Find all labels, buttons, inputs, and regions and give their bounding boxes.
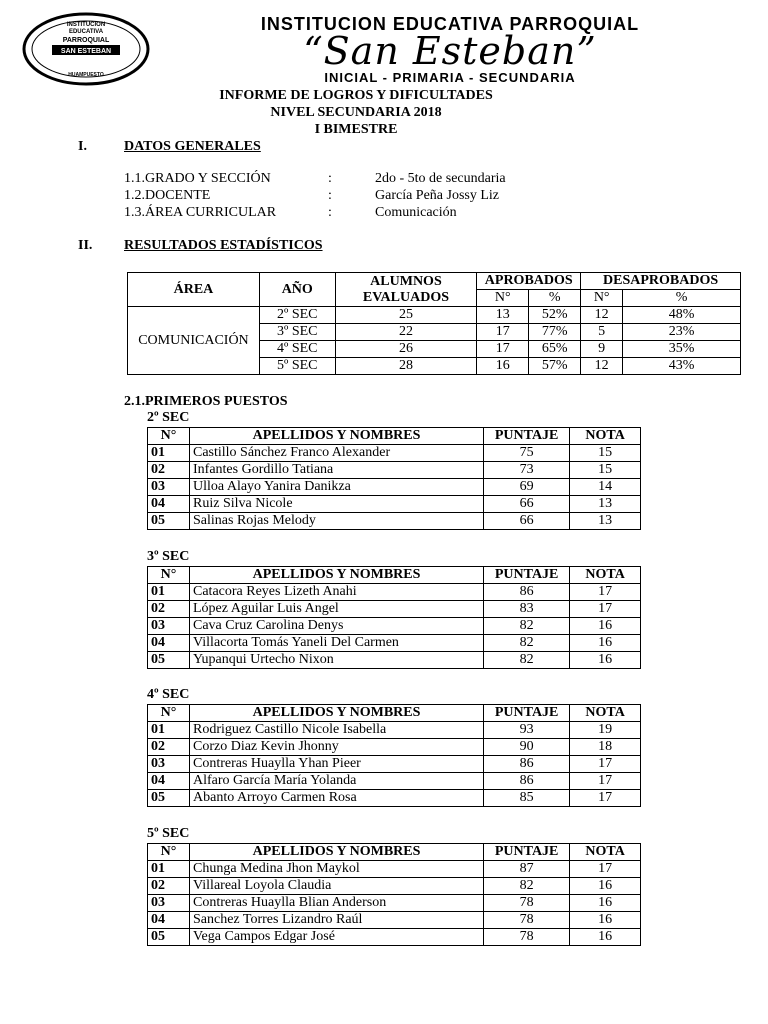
header-approved: APROBADOS — [477, 273, 581, 290]
table-row — [148, 479, 641, 496]
score-cell: 86 — [484, 773, 570, 790]
rankings-title: 2.1.PRIMEROS PUESTOS — [124, 394, 288, 409]
score-cell: 87 — [484, 861, 570, 878]
general-label-teacher: 1.2.DOCENTE — [124, 188, 211, 203]
approved-pct-cell: 52% — [529, 307, 581, 324]
logo-text-4: SAN ESTEBAN — [60, 48, 112, 55]
header-number: N° — [148, 705, 190, 722]
student-name-cell: Contreras Huaylla Yhan Pieer — [190, 756, 484, 773]
score-cell: 86 — [484, 756, 570, 773]
student-name-cell: Alfaro García María Yolanda — [190, 773, 484, 790]
rank-number-cell: 02 — [148, 462, 190, 479]
failed-n-cell: 9 — [581, 341, 623, 358]
grade-cell: 16 — [570, 635, 641, 652]
grade-cell: 17 — [570, 790, 641, 807]
header-evaluated-line2: EVALUADOS — [362, 289, 449, 305]
score-cell: 82 — [484, 618, 570, 635]
ranking-table — [147, 843, 641, 946]
student-name-cell: López Aguilar Luis Angel — [190, 601, 484, 618]
failed-n-cell: 12 — [581, 307, 623, 324]
student-name-cell: Contreras Huaylla Blian Anderson — [190, 895, 484, 912]
logo-text-1: INSTITUCION — [66, 22, 106, 28]
rank-number-cell: 03 — [148, 756, 190, 773]
failed-pct-cell: 23% — [623, 324, 741, 341]
rank-number-cell: 03 — [148, 895, 190, 912]
student-name-cell: Abanto Arroyo Carmen Rosa — [190, 790, 484, 807]
student-name-cell: Vega Campos Edgar José — [190, 929, 484, 946]
grade-cell: 18 — [570, 739, 641, 756]
header-name: APELLIDOS Y NOMBRES — [190, 567, 484, 584]
year-cell: 5º SEC — [259, 358, 335, 375]
table-row — [148, 601, 641, 618]
header-name: APELLIDOS Y NOMBRES — [190, 428, 484, 445]
rank-number-cell: 02 — [148, 601, 190, 618]
failed-n-cell: 5 — [581, 324, 623, 341]
rank-number-cell: 02 — [148, 739, 190, 756]
table-row — [148, 445, 641, 462]
ranking-group-label: 5º SEC — [147, 826, 190, 841]
grade-cell: 16 — [570, 878, 641, 895]
rank-number-cell: 01 — [148, 445, 190, 462]
rank-number-cell: 02 — [148, 878, 190, 895]
failed-pct-cell: 43% — [623, 358, 741, 375]
table-row — [148, 652, 641, 669]
general-sep: : — [328, 188, 332, 203]
section1-title: DATOS GENERALES — [124, 139, 261, 154]
score-cell: 82 — [484, 635, 570, 652]
grade-cell: 19 — [570, 722, 641, 739]
score-cell: 85 — [484, 790, 570, 807]
approved-n-cell: 17 — [477, 324, 529, 341]
header-grade: NOTA — [570, 844, 641, 861]
grade-cell: 15 — [570, 445, 641, 462]
logo-text-5: HUAMPUESTO — [68, 72, 104, 78]
section2-number: II. — [78, 238, 93, 253]
ranking-header-row — [148, 705, 641, 722]
rank-number-cell: 05 — [148, 790, 190, 807]
stats-row — [128, 307, 741, 324]
area-cell: COMUNICACIÓN — [128, 307, 260, 375]
header-score: PUNTAJE — [484, 567, 570, 584]
table-row — [148, 513, 641, 530]
school-levels: INICIAL - PRIMARIA - SECUNDARIA — [324, 70, 576, 85]
table-row — [148, 929, 641, 946]
header-score: PUNTAJE — [484, 705, 570, 722]
ranking-table — [147, 704, 641, 807]
logo-text-3: PARROQUIAL — [62, 37, 110, 44]
ranking-group-label: 4º SEC — [147, 687, 190, 702]
approved-n-cell: 17 — [477, 341, 529, 358]
ranking-header-row — [148, 844, 641, 861]
grade-cell: 16 — [570, 618, 641, 635]
header-score: PUNTAJE — [484, 428, 570, 445]
report-title: INFORME DE LOGROS Y DIFICULTADES — [219, 88, 493, 103]
student-name-cell: Salinas Rojas Melody — [190, 513, 484, 530]
header-failed-n: N° — [581, 290, 623, 307]
rank-number-cell: 05 — [148, 929, 190, 946]
table-row — [148, 861, 641, 878]
header-name: APELLIDOS Y NOMBRES — [190, 705, 484, 722]
failed-pct-cell: 48% — [623, 307, 741, 324]
score-cell: 66 — [484, 496, 570, 513]
stats-table — [127, 272, 741, 375]
table-row — [148, 722, 641, 739]
student-name-cell: Infantes Gordillo Tatiana — [190, 462, 484, 479]
grade-cell: 17 — [570, 756, 641, 773]
grade-cell: 16 — [570, 912, 641, 929]
student-name-cell: Castillo Sánchez Franco Alexander — [190, 445, 484, 462]
header-score: PUNTAJE — [484, 844, 570, 861]
header-number: N° — [148, 567, 190, 584]
header-grade: NOTA — [570, 567, 641, 584]
header-approved-n: N° — [477, 290, 529, 307]
school-name: “San Esteban” — [303, 29, 597, 73]
score-cell: 86 — [484, 584, 570, 601]
grade-cell: 17 — [570, 773, 641, 790]
table-row — [148, 618, 641, 635]
student-name-cell: Villacorta Tomás Yaneli Del Carmen — [190, 635, 484, 652]
table-row — [148, 878, 641, 895]
score-cell: 82 — [484, 652, 570, 669]
ranking-group-label: 3º SEC — [147, 549, 190, 564]
header-failed-pct: % — [623, 290, 741, 307]
grade-cell: 16 — [570, 652, 641, 669]
header-number: N° — [148, 844, 190, 861]
rank-number-cell: 03 — [148, 479, 190, 496]
table-row — [148, 773, 641, 790]
student-name-cell: Villareal Loyola Claudia — [190, 878, 484, 895]
rank-number-cell: 04 — [148, 773, 190, 790]
student-name-cell: Ruiz Silva Nicole — [190, 496, 484, 513]
score-cell: 66 — [484, 513, 570, 530]
rank-number-cell: 04 — [148, 912, 190, 929]
grade-cell: 17 — [570, 584, 641, 601]
general-value-area: Comunicación — [375, 205, 457, 220]
student-name-cell: Sanchez Torres Lizandro Raúl — [190, 912, 484, 929]
section1-number: I. — [78, 139, 87, 154]
score-cell: 73 — [484, 462, 570, 479]
grade-cell: 17 — [570, 601, 641, 618]
score-cell: 82 — [484, 878, 570, 895]
stats-header-row — [128, 273, 741, 290]
score-cell: 93 — [484, 722, 570, 739]
header-grade: NOTA — [570, 428, 641, 445]
header-evaluated — [335, 273, 477, 307]
table-row — [148, 635, 641, 652]
student-name-cell: Cava Cruz Carolina Denys — [190, 618, 484, 635]
rank-number-cell: 01 — [148, 722, 190, 739]
score-cell: 90 — [484, 739, 570, 756]
report-period: I BIMESTRE — [314, 122, 398, 137]
ranking-header-row — [148, 567, 641, 584]
ranking-header-row — [148, 428, 641, 445]
header-evaluated-line1: ALUMNOS — [370, 273, 442, 289]
year-cell: 2º SEC — [259, 307, 335, 324]
evaluated-cell: 25 — [335, 307, 477, 324]
approved-n-cell: 13 — [477, 307, 529, 324]
table-row — [148, 756, 641, 773]
report-level: NIVEL SECUNDARIA 2018 — [270, 105, 442, 120]
rank-number-cell: 04 — [148, 496, 190, 513]
table-row — [148, 912, 641, 929]
grade-cell: 13 — [570, 513, 641, 530]
school-seal-icon — [22, 12, 150, 86]
logo-text-2: EDUCATIVA — [68, 29, 104, 35]
score-cell: 78 — [484, 895, 570, 912]
rank-number-cell: 04 — [148, 635, 190, 652]
header-failed: DESAPROBADOS — [581, 273, 741, 290]
evaluated-cell: 22 — [335, 324, 477, 341]
school-logo — [22, 12, 150, 86]
header-approved-pct: % — [529, 290, 581, 307]
student-name-cell: Ulloa Alayo Yanira Danikza — [190, 479, 484, 496]
rank-number-cell: 01 — [148, 861, 190, 878]
evaluated-cell: 28 — [335, 358, 477, 375]
general-value-teacher: García Peña Jossy Liz — [375, 188, 500, 203]
student-name-cell: Rodriguez Castillo Nicole Isabella — [190, 722, 484, 739]
table-row — [148, 895, 641, 912]
evaluated-cell: 26 — [335, 341, 477, 358]
year-cell: 4º SEC — [259, 341, 335, 358]
grade-cell: 13 — [570, 496, 641, 513]
rank-number-cell: 03 — [148, 618, 190, 635]
rank-number-cell: 01 — [148, 584, 190, 601]
header-grade: NOTA — [570, 705, 641, 722]
table-row — [148, 584, 641, 601]
grade-cell: 16 — [570, 929, 641, 946]
student-name-cell: Chunga Medina Jhon Maykol — [190, 861, 484, 878]
table-row — [148, 496, 641, 513]
ranking-table — [147, 566, 641, 669]
approved-pct-cell: 77% — [529, 324, 581, 341]
score-cell: 75 — [484, 445, 570, 462]
failed-n-cell: 12 — [581, 358, 623, 375]
grade-cell: 17 — [570, 861, 641, 878]
score-cell: 69 — [484, 479, 570, 496]
score-cell: 83 — [484, 601, 570, 618]
general-value-grade: 2do - 5to de secundaria — [375, 171, 506, 186]
failed-pct-cell: 35% — [623, 341, 741, 358]
score-cell: 78 — [484, 929, 570, 946]
general-label-grade: 1.1.GRADO Y SECCIÓN — [124, 171, 271, 186]
header-number: N° — [148, 428, 190, 445]
year-cell: 3º SEC — [259, 324, 335, 341]
table-row — [148, 462, 641, 479]
student-name-cell: Corzo Diaz Kevin Jhonny — [190, 739, 484, 756]
header-name: APELLIDOS Y NOMBRES — [190, 844, 484, 861]
header-year: AÑO — [259, 273, 335, 307]
general-label-area: 1.3.ÁREA CURRICULAR — [124, 205, 277, 220]
header-area: ÁREA — [128, 273, 260, 307]
grade-cell: 14 — [570, 479, 641, 496]
student-name-cell: Yupanqui Urtecho Nixon — [190, 652, 484, 669]
general-sep: : — [328, 171, 332, 186]
grade-cell: 15 — [570, 462, 641, 479]
grade-cell: 16 — [570, 895, 641, 912]
general-sep: : — [328, 205, 332, 220]
ranking-table — [147, 427, 641, 530]
section2-title: RESULTADOS ESTADÍSTICOS — [124, 238, 323, 253]
table-row — [148, 790, 641, 807]
institution-name: INSTITUCION EDUCATIVA PARROQUIAL — [260, 14, 640, 34]
approved-n-cell: 16 — [477, 358, 529, 375]
approved-pct-cell: 65% — [529, 341, 581, 358]
rank-number-cell: 05 — [148, 513, 190, 530]
ranking-group-label: 2º SEC — [147, 410, 190, 425]
student-name-cell: Catacora Reyes Lizeth Anahi — [190, 584, 484, 601]
score-cell: 78 — [484, 912, 570, 929]
approved-pct-cell: 57% — [529, 358, 581, 375]
table-row — [148, 739, 641, 756]
rank-number-cell: 05 — [148, 652, 190, 669]
header-banner — [200, 14, 700, 84]
